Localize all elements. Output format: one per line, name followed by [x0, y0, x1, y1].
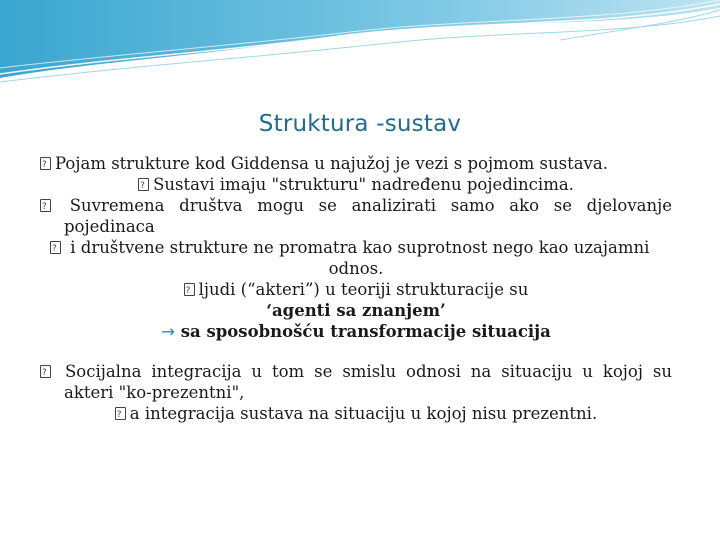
paragraph-line — [40, 153, 672, 174]
paragraph-line — [40, 382, 672, 403]
paragraph-text: i društvene strukture ne promatra kao suprotnost nego kao uzajamni — [70, 238, 650, 257]
slide-content — [40, 153, 672, 424]
paragraph-text: Socijalna integracija u tom se smislu odnosi na situaciju u kojoj su — [64, 362, 673, 381]
paragraph-line — [40, 216, 672, 237]
paragraph-text: a integracija sustava na situaciju u kojoj nisu prezentni. — [129, 404, 598, 423]
paragraph-text: Suvremena društva mogu se analizirati samo ako se djelovanje — [69, 196, 672, 215]
paragraph-line — [40, 237, 672, 258]
paragraph-text: akteri "ko-prezentni", — [64, 383, 245, 402]
paragraph-line — [40, 279, 672, 300]
paragraph-text: sa sposobnošću transformacije situacija — [180, 322, 551, 341]
paragraph-line — [40, 174, 672, 195]
right-arrow-icon: → — [161, 322, 175, 341]
paragraph-text: Pojam strukture kod Giddensa u najužoj je vezi s pojmom sustava. — [55, 154, 608, 173]
paragraph-text: ljudi (“akteri”) u teoriji strukturacije su — [198, 280, 529, 299]
paragraph-text: Sustavi imaju "strukturu" nadređenu pojedincima. — [153, 175, 574, 194]
header-wave-decoration — [0, 0, 720, 90]
paragraph-text: ‘agenti sa znanjem’ — [266, 301, 446, 320]
missing-glyph-box-icon — [50, 241, 61, 254]
spacer — [40, 342, 672, 361]
missing-glyph-box-icon — [184, 283, 195, 296]
paragraph-line — [40, 300, 672, 321]
missing-glyph-box-icon — [115, 407, 126, 420]
paragraph-line — [40, 321, 672, 342]
missing-glyph-box-icon — [138, 178, 149, 191]
missing-glyph-box-icon — [40, 365, 51, 378]
paragraph-line — [40, 258, 672, 279]
paragraph-line — [40, 403, 672, 424]
paragraph-text: odnos. — [328, 259, 384, 278]
missing-glyph-box-icon — [40, 157, 51, 170]
paragraph-text: pojedinaca — [64, 217, 155, 236]
slide-title: Struktura -sustav — [258, 111, 462, 137]
paragraph-line — [40, 195, 672, 216]
missing-glyph-box-icon — [40, 199, 51, 212]
paragraph-line — [40, 361, 672, 382]
